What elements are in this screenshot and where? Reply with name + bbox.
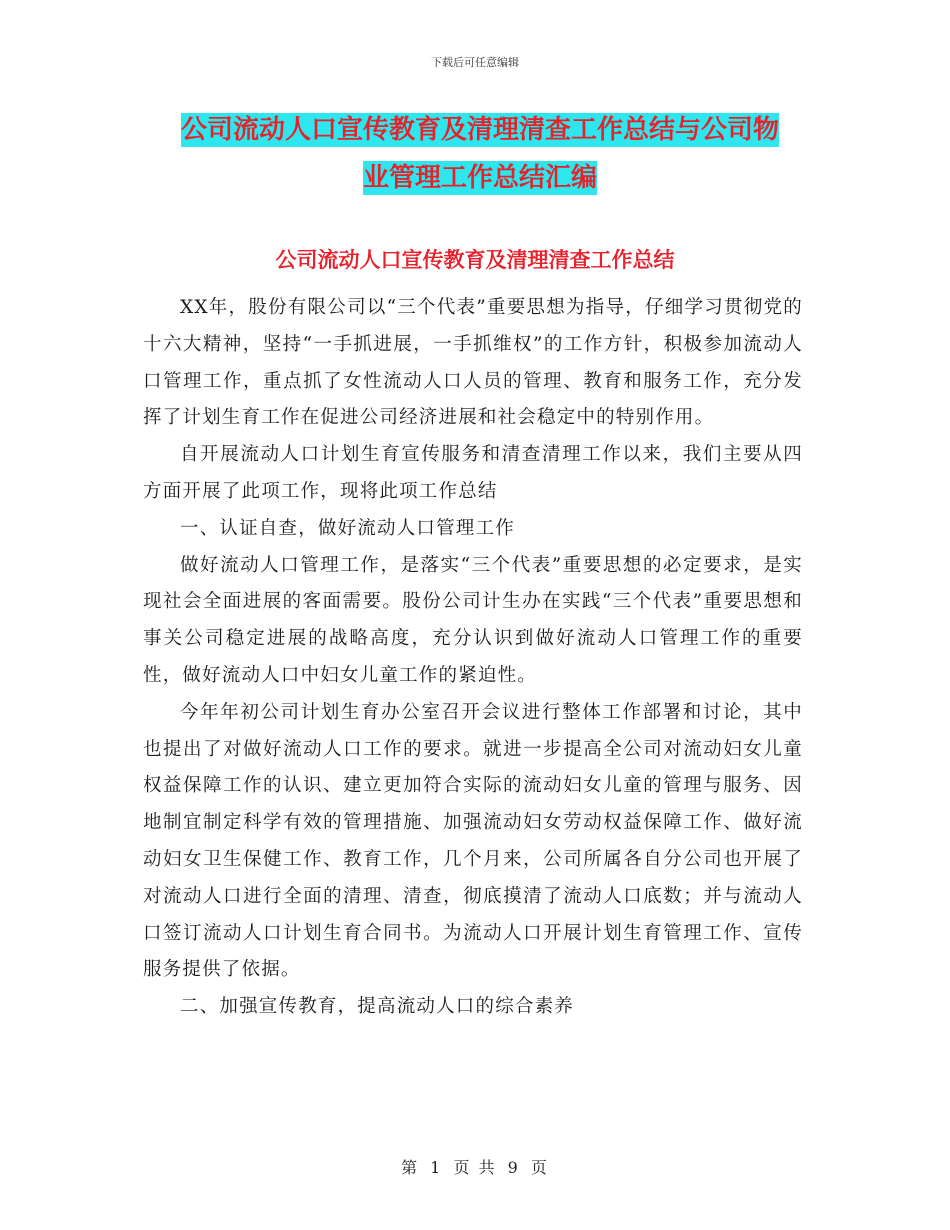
page-number: 1: [430, 1158, 443, 1177]
paragraph: 今年年初公司计划生育办公室召开会议进行整体工作部署和讨论，其中也提出了对做好流动人口工作的要求。就进一步提高全公司对流动妇女儿童权益保障工作的认识、建立更加符合实际的流动妇女儿童的管理与服务、因地制宜制定科学有效的管理措施、加强流动妇女劳动权益保障工作、做好流动妇女卫生保健工作、教育工作，几个月来，公司所属各自分公司也开展了对流动人口进行全面的清理、清查，彻底摸清了流动人口底数；并与流动人口签订流动人口计划生育合同书。为流动人口开展计划生育管理工作、宣传服务提供了依据。: [143, 701, 803, 981]
footer-suffix: 页: [530, 1158, 549, 1177]
document-title-line-2: 业管理工作总结汇编: [362, 163, 597, 193]
subheading: 二、加强宣传教育，提高流动人口的综合素养: [180, 996, 575, 1018]
footer-prefix: 第: [401, 1158, 420, 1177]
section-title: 公司流动人口宣传教育及清理清查工作总结: [275, 247, 675, 272]
paragraph: 做好流动人口管理工作，是落实“三个代表”重要思想的必定要求，是实现社会全面进展的客面需要。股份公司计生办在实践“三个代表”重要思想和事关公司稳定进展的战略高度，充分认识到做好流动人口管理工作的重要性，做好流动人口中妇女儿童工作的紧迫性。: [143, 554, 803, 686]
page-total: 9: [507, 1158, 520, 1177]
document-title-line-1: 公司流动人口宣传教育及清理清查工作总结与公司物: [180, 115, 779, 145]
subheading: 一、认证自查，做好流动人口管理工作: [180, 517, 515, 539]
header-note: 下载后可任意编辑: [431, 56, 519, 69]
paragraph: XX年，股份有限公司以“三个代表”重要思想为指导，仔细学习贯彻党的十六大精神，坚持“一手抓进展，一手抓维权”的工作方针，积极参加流动人口管理工作，重点抓了女性流动人口人员的管理、教育和服务工作，充分发挥了计划生育工作在促进公司经济进展和社会稳定中的特别作用。: [143, 297, 803, 429]
document-body: [143, 290, 803, 1026]
document-title: [150, 106, 810, 202]
page-footer: [0, 1155, 950, 1178]
paragraph: 自开展流动人口计划生育宣传服务和清查清理工作以来，我们主要从四方面开展了此项工作，现将此项工作总结: [143, 444, 803, 502]
footer-middle: 页 共: [453, 1158, 497, 1177]
